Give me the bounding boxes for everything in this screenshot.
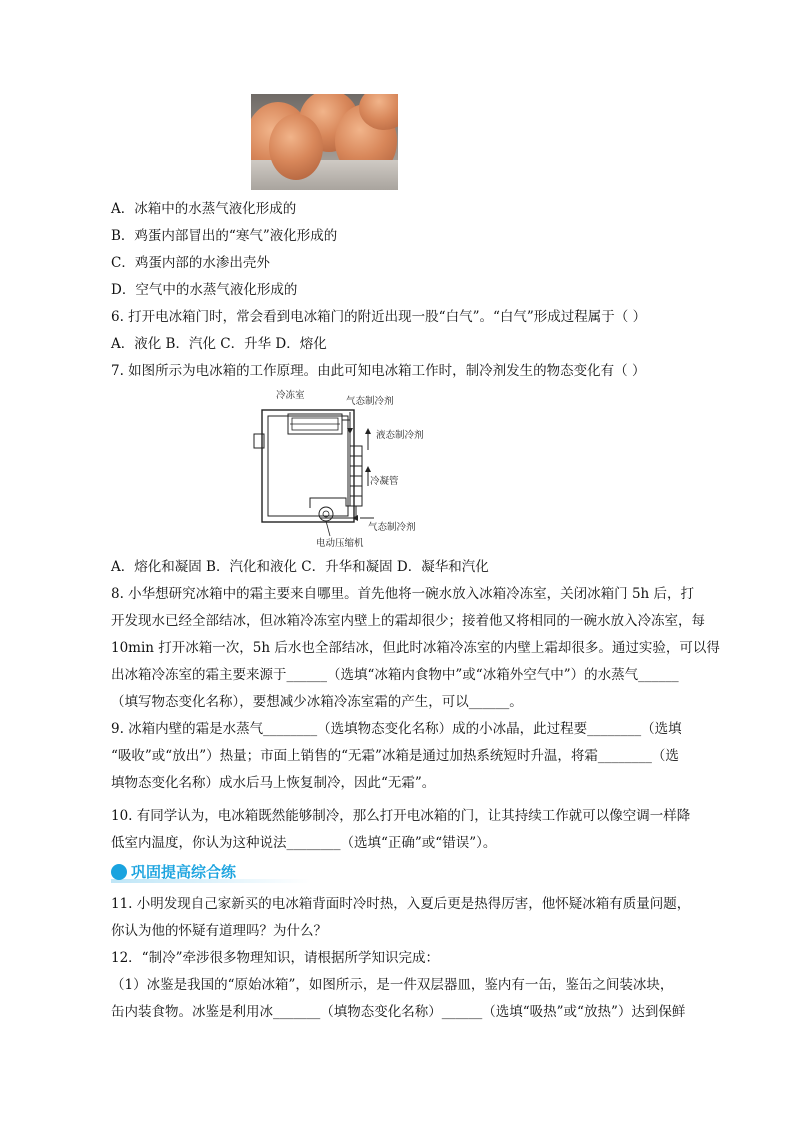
q10-line-1: 10. 有同学认为，电冰箱既然能够制冷，那么打开电冰箱的门，让其持续工作就可以像空调一样降 [111,808,691,824]
label-condenser-tube: 冷凝管 [370,476,399,487]
refrigerator-diagram [250,390,450,550]
q11-line-1: 11. 小明发现自己家新买的电冰箱背面时冷时热，入夏后更是热得厉害，他怀疑冰箱有质量问题， [111,896,691,912]
q5-option-c: C．鸡蛋内部的水渗出壳外 [111,255,270,271]
q9-line-1: 9. 冰箱内壁的霜是水蒸气________（选填物态变化名称）成的小冰晶，此过程要________（选填 [111,721,682,737]
q8-line-4: 出冰箱冷冻室的霜主要来源于______（选填“冰箱内食物中”或“冰箱外空气中”）的水蒸气______ [111,667,679,683]
q12-part1-line-1: （1）冰鉴是我国的“原始冰箱”，如图所示，是一件双层器皿，鉴内有一缶，鉴缶之间装冰块， [111,977,674,993]
q5-option-b: B．鸡蛋内部冒出的“寒气”液化形成的 [111,228,338,244]
q7-options: A．熔化和凝固 B．汽化和液化 C．升华和凝固 D．凝华和汽化 [111,559,489,575]
q8-line-2: 开发现水已经全部结冰，但冰箱冷冻室内壁上的霜却很少；接着他又将相同的一碗水放入冷冻室，每 [111,613,705,629]
q7-stem: 7. 如图所示为电冰箱的工作原理。由此可知电冰箱工作时，制冷剂发生的物态变化有（ ） [111,363,646,379]
q9-line-2: “吸收”或“放出”）热量；市面上销售的“无霜”冰箱是通过加热系统短时升温，将霜________（选 [111,748,679,764]
q5-option-d: D．空气中的水蒸气液化形成的 [111,282,298,298]
label-compressor: 电动压缩机 [316,538,364,549]
q8-line-3: 10min 打开冰箱一次，5h 后水也全部结冰，但此时冰箱冷冻室的内壁上霜却很多。通过实验，可以得 [111,640,720,656]
q9-line-3: 填物态变化名称）成水后马上恢复制冷，因此“无霜”。 [111,775,436,791]
q8-line-5: （填写物态变化名称），要想减少冰箱冷冻室霜的产生，可以______。 [111,694,523,710]
eggs-photo [251,94,398,190]
section-title: 巩固提高综合练 [131,863,237,881]
section-header [111,861,311,883]
section-bullet-icon [111,864,127,880]
label-gas-refrigerant-bottom: 气态制冷剂 [368,522,416,533]
q8-line-1: 8. 小华想研究冰箱中的霜主要来自哪里。首先他将一碗水放入冰箱冷冻室，关闭冰箱门 5h 后，打 [111,586,695,602]
q10-line-2: 低室内温度，你认为这种说法________（选填“正确”或“错误”）。 [111,835,497,851]
label-freezer: 冷冻室 [276,390,305,401]
q12-part1-line-2: 缶内装食物。冰鉴是利用冰_______（填物态变化名称）______（选填“吸热”或“放热”）达到保鲜 [111,1004,686,1020]
q5-option-a: A．冰箱中的水蒸气液化形成的 [111,201,297,217]
q11-line-2: 你认为他的怀疑有道理吗？为什么？ [111,923,327,939]
q12-stem: 12．“制冷”牵涉很多物理知识，请根据所学知识完成： [111,950,439,966]
label-gas-refrigerant-top: 气态制冷剂 [346,396,394,407]
label-liquid-refrigerant: 液态制冷剂 [376,430,424,441]
refrigerator-diagram-svg [250,390,450,550]
q6-stem: 6. 打开电冰箱门时，常会看到电冰箱门的附近出现一股“白气”。“白气”形成过程属于（ ） [111,309,647,325]
q6-options: A．液化 B．汽化 C．升华 D．熔化 [111,336,327,352]
